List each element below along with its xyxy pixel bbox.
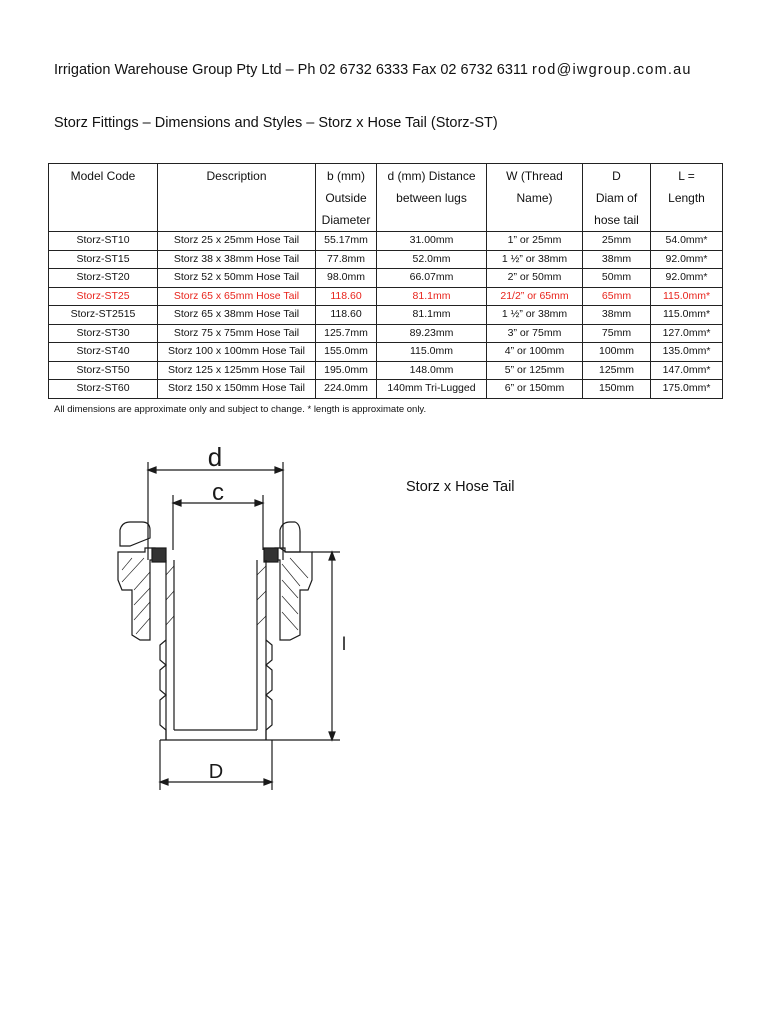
table-cell: 115.0mm bbox=[377, 343, 487, 362]
table-row bbox=[49, 361, 723, 380]
table-cell: Storz 125 x 125mm Hose Tail bbox=[158, 361, 316, 380]
table-cell: 147.0mm* bbox=[651, 361, 723, 380]
table-cell: Storz 25 x 25mm Hose Tail bbox=[158, 232, 316, 251]
column-header-line: Model Code bbox=[70, 169, 136, 183]
table-cell: 4” or 100mm bbox=[487, 343, 583, 362]
column-header-line: Diameter bbox=[321, 213, 371, 227]
column-header bbox=[158, 164, 316, 232]
table-row bbox=[49, 343, 723, 362]
table-cell: 125.7mm bbox=[316, 324, 377, 343]
table-cell: Storz 75 x 75mm Hose Tail bbox=[158, 324, 316, 343]
column-header bbox=[651, 164, 723, 232]
tail-ribs-right bbox=[266, 640, 272, 740]
table-cell: 125mm bbox=[583, 361, 651, 380]
table-cell: 127.0mm* bbox=[651, 324, 723, 343]
column-header-line: d (mm) Distance bbox=[387, 169, 476, 183]
left-lug bbox=[120, 522, 150, 546]
table-cell: Storz 38 x 38mm Hose Tail bbox=[158, 250, 316, 269]
drawing-caption: Storz x Hose Tail bbox=[406, 479, 515, 495]
table-cell: 2” or 50mm bbox=[487, 269, 583, 288]
column-header bbox=[316, 164, 377, 232]
table-cell: Storz 100 x 100mm Hose Tail bbox=[158, 343, 316, 362]
table-cell: 92.0mm* bbox=[651, 269, 723, 288]
fitting-drawing bbox=[100, 440, 360, 805]
table-cell: 135.0mm* bbox=[651, 343, 723, 362]
table-cell: Storz-ST50 bbox=[49, 361, 158, 380]
email-link[interactable]: rod@iwgroup.com.au bbox=[532, 62, 692, 78]
disclaimer-note: All dimensions are approximate only and subject to change. * length is approximate only. bbox=[54, 404, 427, 415]
table-cell: 224.0mm bbox=[316, 380, 377, 399]
company-contact-text: Irrigation Warehouse Group Pty Ltd – Ph 02 6732 6333 Fax 02 6732 6311 bbox=[54, 62, 533, 78]
column-header-line: hose tail bbox=[594, 213, 639, 227]
table-cell: 31.00mm bbox=[377, 232, 487, 251]
table-row bbox=[49, 324, 723, 343]
table-cell: 118.60 bbox=[316, 306, 377, 325]
column-header-line: between lugs bbox=[396, 191, 467, 205]
dim-c-label: c bbox=[212, 479, 224, 506]
table-cell: 5” or 125mm bbox=[487, 361, 583, 380]
table-cell: Storz-ST60 bbox=[49, 380, 158, 399]
table-cell: 98.0mm bbox=[316, 269, 377, 288]
table-row bbox=[49, 250, 723, 269]
table-cell: 150mm bbox=[583, 380, 651, 399]
table-cell: 148.0mm bbox=[377, 361, 487, 380]
table-cell: 1 ½” or 38mm bbox=[487, 306, 583, 325]
table-cell: 115.0mm* bbox=[651, 306, 723, 325]
table-cell: 140mm Tri-Lugged bbox=[377, 380, 487, 399]
table-cell: Storz-ST25 bbox=[49, 287, 158, 306]
column-header-line: Description bbox=[206, 169, 267, 183]
column-header bbox=[49, 164, 158, 232]
table-cell: 6” or 150mm bbox=[487, 380, 583, 399]
table-body bbox=[49, 232, 723, 399]
body-left bbox=[118, 548, 155, 640]
table-cell: Storz-ST2515 bbox=[49, 306, 158, 325]
table-cell: 25mm bbox=[583, 232, 651, 251]
table-cell: Storz-ST10 bbox=[49, 232, 158, 251]
column-header-line: Diam of bbox=[595, 191, 638, 205]
table-cell: 38mm bbox=[583, 306, 651, 325]
table-cell: 195.0mm bbox=[316, 361, 377, 380]
table-cell: 1 ½” or 38mm bbox=[487, 250, 583, 269]
table-cell: 75mm bbox=[583, 324, 651, 343]
table-cell: 21/2” or 65mm bbox=[487, 287, 583, 306]
table-cell: 77.8mm bbox=[316, 250, 377, 269]
table-cell: 115.0mm* bbox=[651, 287, 723, 306]
table-cell: 55.17mm bbox=[316, 232, 377, 251]
column-header-line: Outside bbox=[325, 191, 367, 205]
table-row bbox=[49, 269, 723, 288]
table-cell: 52.0mm bbox=[377, 250, 487, 269]
dim-D-label: D bbox=[208, 761, 224, 783]
table-cell: 155.0mm bbox=[316, 343, 377, 362]
seal-right bbox=[264, 548, 278, 562]
column-header-line: Name) bbox=[516, 191, 553, 205]
table-row bbox=[49, 287, 723, 306]
table-cell: 65mm bbox=[583, 287, 651, 306]
tail-ribs-left bbox=[160, 640, 166, 740]
table-row bbox=[49, 306, 723, 325]
table-cell: Storz 65 x 65mm Hose Tail bbox=[158, 287, 316, 306]
dim-l-label: l bbox=[342, 634, 346, 654]
column-header bbox=[583, 164, 651, 232]
page-title: Storz Fittings – Dimensions and Styles – Storz x Hose Tail (Storz-ST) bbox=[54, 115, 498, 131]
table-cell: 89.23mm bbox=[377, 324, 487, 343]
column-header-line: L = bbox=[678, 169, 695, 183]
table-cell: Storz 150 x 150mm Hose Tail bbox=[158, 380, 316, 399]
table-cell: Storz-ST40 bbox=[49, 343, 158, 362]
table-row bbox=[49, 380, 723, 399]
seal-left bbox=[152, 548, 166, 562]
table-cell: 1” or 25mm bbox=[487, 232, 583, 251]
table-cell: 118.60 bbox=[316, 287, 377, 306]
column-header-line: Length bbox=[668, 191, 705, 205]
dimensions-table bbox=[48, 163, 723, 399]
table-cell: 38mm bbox=[583, 250, 651, 269]
column-header-line: b (mm) bbox=[327, 169, 365, 183]
dim-d-label: d bbox=[207, 442, 223, 472]
table-cell: Storz-ST15 bbox=[49, 250, 158, 269]
contact-header bbox=[54, 62, 692, 78]
column-header bbox=[487, 164, 583, 232]
table-cell: 175.0mm* bbox=[651, 380, 723, 399]
table-cell: 54.0mm* bbox=[651, 232, 723, 251]
table-row bbox=[49, 232, 723, 251]
table-cell: 81.1mm bbox=[377, 306, 487, 325]
table-cell: Storz-ST20 bbox=[49, 269, 158, 288]
column-header bbox=[377, 164, 487, 232]
table-cell: 100mm bbox=[583, 343, 651, 362]
table-cell: 3” or 75mm bbox=[487, 324, 583, 343]
column-header-line: W (Thread bbox=[506, 169, 563, 183]
column-header-line: D bbox=[612, 169, 621, 183]
table-header-row bbox=[49, 164, 723, 232]
table-cell: Storz 65 x 38mm Hose Tail bbox=[158, 306, 316, 325]
table-cell: Storz-ST30 bbox=[49, 324, 158, 343]
table-cell: Storz 52 x 50mm Hose Tail bbox=[158, 269, 316, 288]
table-cell: 92.0mm* bbox=[651, 250, 723, 269]
table-cell: 81.1mm bbox=[377, 287, 487, 306]
table-cell: 66.07mm bbox=[377, 269, 487, 288]
table-cell: 50mm bbox=[583, 269, 651, 288]
